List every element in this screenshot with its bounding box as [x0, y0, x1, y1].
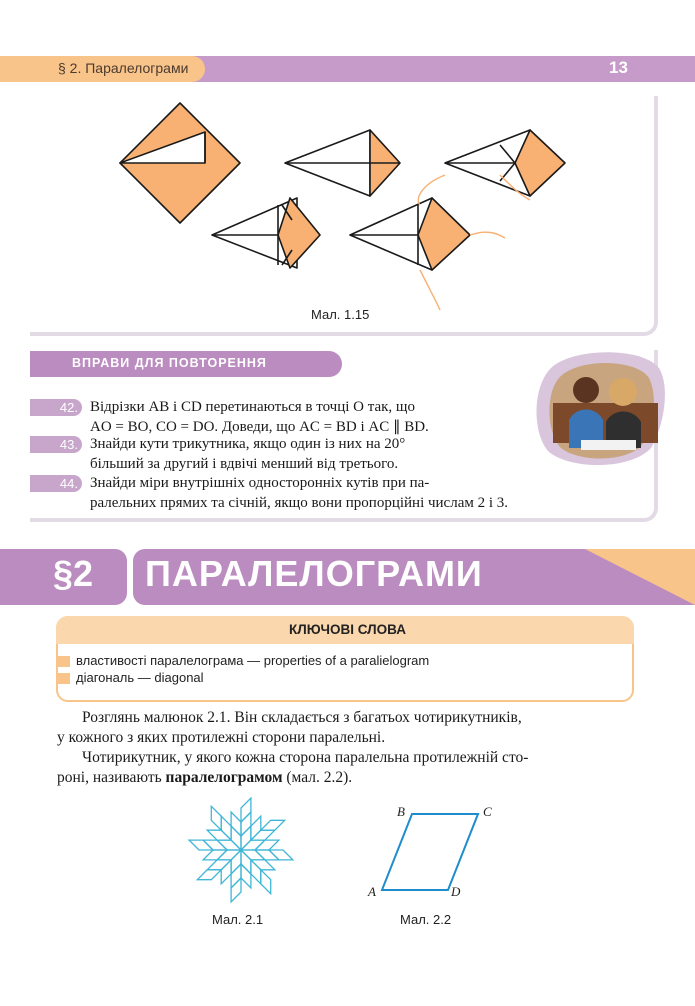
vertex-c-label: C: [483, 804, 492, 819]
exercises-heading: ВПРАВИ ДЛЯ ПОВТОРЕННЯ: [72, 356, 267, 370]
fold-arrow-3: [420, 270, 440, 310]
figure-2-1-caption: Мал. 2.1: [212, 912, 264, 927]
keyword-bullet: [56, 673, 70, 684]
paragraph-line: у кожного з яких протилежні сторони паралельні.: [57, 729, 386, 746]
middle-rhombus: [231, 864, 241, 888]
middle-rhombus: [221, 860, 231, 884]
middle-rhombus: [207, 830, 231, 840]
section-corner-accent: [585, 549, 695, 605]
middle-rhombus: [251, 816, 261, 840]
fold-arrow-4: [470, 232, 505, 238]
figure-2-2-parallelogram: [360, 800, 500, 905]
exercise-number: 42.: [30, 399, 82, 416]
keywords-title: КЛЮЧОВІ СЛОВА: [289, 622, 406, 637]
exercise-text-line: більший за другий і вдвічі менший від третього.: [90, 456, 399, 472]
definition-text-end: (мал. 2.2).: [282, 769, 353, 786]
vertex-a-label: A: [368, 884, 376, 899]
inner-rhombus: [241, 840, 265, 850]
inner-rhombus: [241, 826, 251, 850]
vertex-d-label: D: [451, 884, 461, 899]
exercise-text-line: AO = BO, CO = DO. Доведи, що AC = BD і AC ∥ BD.: [90, 419, 429, 435]
middle-rhombus: [251, 830, 275, 840]
exercise-text-line: ралельних прямих та січній, якщо вони пропорційні числам 2 і 3.: [90, 495, 509, 511]
inner-rhombus: [217, 850, 241, 860]
middle-rhombus: [241, 812, 251, 836]
outer-rhombus: [197, 870, 221, 880]
outer-rhombus: [231, 878, 241, 902]
outer-rhombus: [261, 820, 285, 830]
section-number: §2: [53, 553, 94, 594]
outer-rhombus: [269, 850, 293, 860]
middle-rhombus: [203, 840, 227, 850]
middle-rhombus: [203, 850, 227, 860]
middle-rhombus: [207, 860, 231, 870]
middle-rhombus: [251, 860, 275, 870]
inner-rhombus: [217, 840, 241, 850]
page-number: 13: [609, 58, 628, 77]
figure-1-15-caption: Мал. 1.15: [311, 307, 370, 322]
exercise-text-line: Знайди міри внутрішніх односторонніх кутів при па-: [90, 475, 430, 491]
middle-rhombus: [241, 864, 251, 888]
header-section-title: § 2. Паралелограми: [58, 60, 189, 76]
keyword-item: діагональ — diagonal: [76, 670, 204, 685]
vertex-b-label: B: [397, 804, 405, 819]
students-photo-illustration: [531, 348, 666, 468]
figure-2-2-caption: Мал. 2.2: [400, 912, 452, 927]
exercise-number: 44.: [30, 475, 82, 492]
inner-rhombus: [231, 826, 241, 850]
keyword-item: властивості паралелограма — properties of a paralielogram: [76, 653, 430, 668]
figure-1-15-origami: [0, 90, 695, 320]
exercise-number: 43.: [30, 436, 82, 453]
outer-rhombus: [211, 806, 221, 830]
figure-2-1-parallelogram-pattern: [176, 790, 306, 910]
middle-rhombus: [255, 840, 279, 850]
inner-rhombus: [241, 850, 265, 860]
section-title: ПАРАЛЕЛОГРАМИ: [145, 553, 483, 594]
keyword-bullet: [56, 656, 70, 667]
inner-rhombus: [241, 850, 251, 874]
middle-rhombus: [255, 850, 279, 860]
definition-line: [57, 769, 352, 787]
paragraph-line: Чотирикутник, у якого кожна сторона паралельна протилежній сто-: [82, 749, 529, 766]
middle-rhombus: [231, 812, 241, 836]
definition-term: паралелограмом: [165, 769, 283, 786]
middle-rhombus: [251, 860, 261, 884]
definition-text-start: роні, називають: [57, 769, 166, 786]
parallelogram-abcd: [382, 814, 478, 890]
exercise-text-line: Відрізки AB і CD перетинаються в точці O так, що: [90, 399, 415, 415]
inner-rhombus: [231, 850, 241, 874]
outer-rhombus: [261, 870, 271, 894]
paragraph-line: Розглянь малюнок 2.1. Він складається з багатьох чотирикутників,: [82, 709, 522, 726]
exercise-text-line: Знайди кути трикутника, якщо один із них на 20°: [90, 436, 406, 452]
middle-rhombus: [221, 816, 231, 840]
outer-rhombus: [189, 840, 213, 850]
outer-rhombus: [241, 798, 251, 822]
